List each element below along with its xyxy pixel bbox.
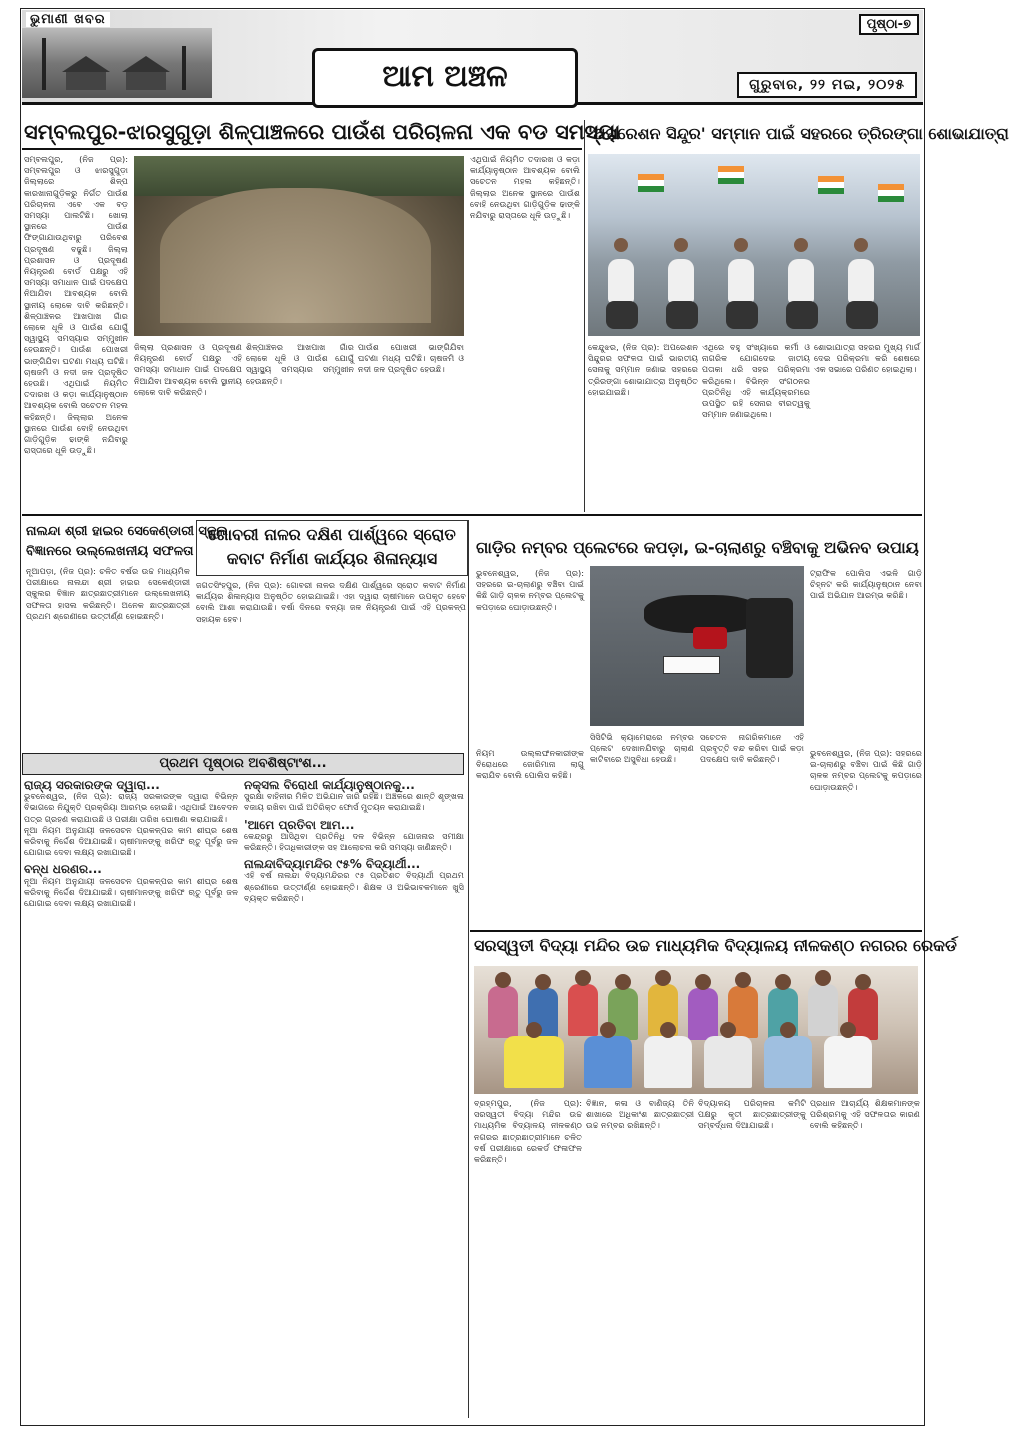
numberplate-col-1: ଭୁବନେଶ୍ୱର, (ନିଜ ପ୍ର): ସହରରେ ଇ-ଚାଲାଣରୁ ବଞ୍ଚିବା ପାଇଁ କିଛି ଗାଡ଼ି ଚାଳକ ନମ୍ବର ପ୍ଲେଟକୁ କପଡ଼ାରେ ଘୋଡ଼ାଉଛନ୍ତି। <box>476 568 584 612</box>
headline-gobari-line-2: କବାଟ ନିର୍ମାଣ କାର୍ଯ୍ୟର ଶିଳାନ୍ୟାସ <box>226 549 438 568</box>
newspaper-brand: ଭୁମାଣୀ ଖବର <box>26 12 110 27</box>
headline-school-line-1: ନାଲନ୍ଦା ଶ୍ରୀ ହାଇର ସେକେଣ୍ଡାରୀ ସ୍କୁଲ <box>26 524 228 539</box>
headline-tiranga: 'ଅପରେଶନ ସିନ୍ଦୁର' ସମ୍ମାନ ପାଇଁ ସହରରେ ତ୍ରିରଙ୍ଗା ଶୋଭାଯାତ୍ରା <box>588 124 1009 143</box>
masthead <box>22 10 923 105</box>
saraswati-col-4: ପ୍ରଧାନ ଆଚାର୍ଯ୍ୟ ଶିକ୍ଷକମାନଙ୍କ ପରିଶ୍ରମକୁ ଏହି ସଫଳତାର କାରଣ ବୋଲି କହିଛନ୍ତି। <box>810 1098 920 1131</box>
headline-numberplate: ଗାଡ଼ିର ନମ୍ବର ପ୍ଲେଟରେ କପଡ଼ା, ଇ-ଚାଲାଣରୁ ବଞ୍ଚିବାକୁ ଅଭିନବ ଉପାୟ <box>476 538 919 557</box>
gobari-headline-box <box>196 520 468 576</box>
pollution-col-2: ଜିଲ୍ଲା ପ୍ରଶାସନ ଓ ପ୍ରଦୂଷଣ ନିୟନ୍ତ୍ରଣ ବୋର୍ଡ ପକ୍ଷରୁ ଏହି ସମସ୍ୟା ସମାଧାନ ପାଇଁ ପଦକ୍ଷେପ ନିଆଯିବା ଆବଶ୍ୟକ ବୋଲି ସ୍ଥାନୀୟ ଲୋକେ ଦାବି କରିଛନ୍ତି। <box>134 342 242 397</box>
numberplate-col-4: ସିସିଟିଭି କ୍ୟାମେରାରେ ନମ୍ବର ପ୍ଲେଟ ଦେଖାନଯିବାରୁ ଚାଲାଣ କାଟିବାରେ ଅସୁବିଧା ହେଉଛି। <box>590 732 694 765</box>
continuation-banner: ପ୍ରଥମ ପୃଷ୍ଠାର ଅବଶିଷ୍ଟାଂଶ... <box>22 753 464 775</box>
pollution-col-3: ଶିଳ୍ପାଞ୍ଚଳର ଆଖପାଖ ଗାଁର ଲୋକେ ଧୂଳି ଓ ପାଉଁଶ ଯୋଗୁଁ ସ୍ୱାସ୍ଥ୍ୟ ସମସ୍ୟାର ସମ୍ମୁଖୀନ ହେଉଛନ୍ତି। <box>246 342 354 386</box>
page-number: ପୃଷ୍ଠା-୭ <box>859 14 919 35</box>
headline-school-line-2: ବିଜ୍ଞାନରେ ଉଲ୍ଲେଖନୀୟ ସଫଳତା <box>26 544 194 559</box>
continuation-col-1: ରାଜ୍ୟ ସରକାରଙ୍କ ଦ୍ୱାରା... ଭୁବନେଶ୍ୱର, (ନିଜ ପ୍ର): ରାଜ୍ୟ ସରକାରଙ୍କ ଦ୍ୱାରା ବିଭିନ୍ନ ବିଭାଗରେ ନିଯୁକ୍ତି ପ୍ରକ୍ରିୟା ଆରମ୍ଭ ହୋଇଛି। ଏଥିପାଇଁ ଆବେଦନ ପତ୍ର ଗ୍ରହଣ କରାଯାଉଛି ଓ ପରୀକ୍ଷା ତାରିଖ ଘୋଷଣା କରାଯାଇଛି। ନୂଆ ନିୟମ ଅନୁଯାୟୀ ଜଳସେଚନ ପ୍ରକଳ୍ପର କାମ ଶୀଘ୍ର ଶେଷ କରିବାକୁ ନିର୍ଦ୍ଦେଶ ଦିଆଯାଇଛି। ଚାଷୀମାନଙ୍କୁ ଖରିଫ ଋତୁ ପୂର୍ବରୁ ଜଳ ଯୋଗାଇ ଦେବା ଲକ୍ଷ୍ୟ ରଖାଯାଇଛି। ବନ୍ଧ ଧରଣର... ନୂଆ ନିୟମ ଅନୁଯାୟୀ ଜଳସେଚନ ପ୍ରକଳ୍ପର କାମ ଶୀଘ୍ର ଶେଷ କରିବାକୁ ନିର୍ଦ୍ଦେଶ ଦିଆଯାଇଛି। ଚାଷୀମାନଙ୍କୁ ଖରିଫ ଋତୁ ପୂର୍ବରୁ ଜଳ ଯୋଗାଇ ଦେବା ଲକ୍ଷ୍ୟ ରଖାଯାଇଛି। <box>24 778 238 909</box>
pollution-col-5: ଏଥିପାଇଁ ନିୟମିତ ତଦାରଖ ଓ କଡ଼ା କାର୍ଯ୍ୟାନୁଷ୍ଠାନ ଆବଶ୍ୟକ ବୋଲି ସଚେତନ ମହଲ କହିଛନ୍ତି। ଜିଲ୍ଲାର ଅନେକ ସ୍ଥାନରେ ପାଉଁଶ ବୋହି ନେଉଥିବା ଗାଡ଼ିଗୁଡ଼ିକ ଢାଙ୍କି ନଯିବାରୁ ରାସ୍ତାରେ ଧୂଳି ଉଡ଼ୁଛି। <box>470 154 580 221</box>
saraswati-col-2: ବିଜ୍ଞାନ, କଳା ଓ ବାଣିଜ୍ୟ ତିନି ଶାଖାରେ ଅଧିକାଂଶ ଛାତ୍ରଛାତ୍ରୀ ଉଚ୍ଚ ନମ୍ବର ରଖିଛନ୍ତି। <box>586 1098 694 1131</box>
headline-pollution: ସମ୍ବଲପୁର-ଝାରସୁଗୁଡ଼ା ଶିଳ୍ପାଞ୍ଚଳରେ ପାଉଁଶ ପରିଚାଳନା ଏକ ବଡ ସମସ୍ୟା <box>24 120 621 144</box>
section-title: ଆମ ଅଞ୍ଚଳ <box>312 48 578 108</box>
headline-gobari-line-1: ଗୋବରୀ ନାଳର ଦକ୍ଷିଣ ପାର୍ଶ୍ୱରେ ସ୍ରୋତ <box>208 525 456 544</box>
tiranga-col-1: କେନ୍ଦୁଝର, (ନିଜ ପ୍ର): ଅପରେଶନ ସିନ୍ଦୁରର ସଫଳତା ପାଇଁ ଭାରତୀୟ ସେନାକୁ ସମ୍ମାନ ଜଣାଇ ସହରରେ ତ୍ରିରଙ୍ଗା ଶୋଭାଯାତ୍ରା ଅନୁଷ୍ଠିତ ହୋଇଯାଇଛି। <box>588 342 698 397</box>
school-body: ନୂଆପଡ଼ା, (ନିଜ ପ୍ର): ଚଳିତ ବର୍ଷର ଉଚ୍ଚ ମାଧ୍ୟମିକ ପରୀକ୍ଷାରେ ନାଲନ୍ଦା ଶ୍ରୀ ହାଇର ସେକେଣ୍ଡାରୀ ସ୍କୁଲର ବିଜ୍ଞାନ ଛାତ୍ରଛାତ୍ରୀମାନେ ଉଲ୍ଲେଖନୀୟ ସଫଳତା ହାସଲ କରିଛନ୍ତି। ଅନେକ ଛାତ୍ରଛାତ୍ରୀ ପ୍ରଥମ ଶ୍ରେଣୀରେ ଉତ୍ତୀର୍ଣ୍ଣ ହୋଇଛନ୍ତି। <box>26 566 190 621</box>
village-illustration <box>22 28 212 98</box>
ash-dump-photo <box>134 156 464 336</box>
headline-saraswati: ସରସ୍ୱତୀ ବିଦ୍ୟା ମନ୍ଦିର ଉଚ୍ଚ ମାଧ୍ୟମିକ ବିଦ୍ୟାଳୟ ନୀଳକଣ୍ଠ ନଗରର ରେକର୍ଡ <box>474 936 957 955</box>
pollution-col-1: ସମ୍ବଲପୁର, (ନିଜ ପ୍ର): ସମ୍ବଲପୁର ଓ ଝାରସୁଗୁଡ଼ା ଜିଲ୍ଲାରେ ଶିଳ୍ପ କାରଖାନାଗୁଡ଼ିକରୁ ନିର୍ଗତ ପାଉଁଶ ପରିଚାଳନା ଏବେ ଏକ ବଡ଼ ସମସ୍ୟା ପାଲଟିଛି। ଖୋଲା ସ୍ଥାନରେ ପାଉଁଶ ଫିଙ୍ଗାଯାଉଥିବାରୁ ପରିବେଶ ପ୍ରଦୂଷଣ ବଢୁଛି। ଜିଲ୍ଲା ପ୍ରଶାସନ ଓ ପ୍ରଦୂଷଣ ନିୟନ୍ତ୍ରଣ ବୋର୍ଡ ପକ୍ଷରୁ ଏହି ସମସ୍ୟା ସମାଧାନ ପାଇଁ ପଦକ୍ଷେପ ନିଆଯିବା ଆବଶ୍ୟକ ବୋଲି ସ୍ଥାନୀୟ ଲୋକେ ଦାବି କରିଛନ୍ତି। ଶିଳ୍ପାଞ୍ଚଳର ଆଖପାଖ ଗାଁର ଲୋକେ ଧୂଳି ଓ ପାଉଁଶ ଯୋଗୁଁ ସ୍ୱାସ୍ଥ୍ୟ ସମସ୍ୟାର ସମ୍ମୁଖୀନ ହେଉଛନ୍ତି। ପାଉଁଶ ପୋଖରୀ ଭାଙ୍ଗିଯିବା ଘଟଣା ମଧ୍ୟ ଘଟିଛି। ଚାଷଜମି ଓ ନଦୀ ଜଳ ପ୍ରଦୂଷିତ ହେଉଛି। ଏଥିପାଇଁ ନିୟମିତ ତଦାରଖ ଓ କଡ଼ା କାର୍ଯ୍ୟାନୁଷ୍ଠାନ ଆବଶ୍ୟକ ବୋଲି ସଚେତନ ମହଲ କହିଛନ୍ତି। ଜିଲ୍ଲାର ଅନେକ ସ୍ଥାନରେ ପାଉଁଶ ବୋହି ନେଉଥିବା ଗାଡ଼ିଗୁଡ଼ିକ ଢାଙ୍କି ନଯିବାରୁ ରାସ୍ତାରେ ଧୂଳି ଉଡ଼ୁଛି। <box>24 154 129 456</box>
numberplate-col-6: ଭୁବନେଶ୍ୱର, (ନିଜ ପ୍ର): ସହରରେ ଇ-ଚାଲାଣରୁ ବଞ୍ଚିବା ପାଇଁ କିଛି ଗାଡ଼ି ଚାଳକ ନମ୍ବର ପ୍ଲେଟକୁ କପଡ଼ାରେ ଘୋଡ଼ାଉଛନ୍ତି। <box>810 748 922 792</box>
rally-photo <box>588 154 920 336</box>
pollution-col-4: ପାଉଁଶ ପୋଖରୀ ଭାଙ୍ଗିଯିବା ଘଟଣା ମଧ୍ୟ ଘଟିଛି। ଚାଷଜମି ଓ ନଦୀ ଜଳ ପ୍ରଦୂଷିତ ହେଉଛି। <box>358 342 464 375</box>
continuation-col-2: ନକ୍ସଲ ବିରୋଧୀ କାର୍ଯ୍ୟାନୁଷ୍ଠାନକୁ... ସୁରକ୍ଷା ବାହିନୀର ମିଳିତ ଅଭିଯାନ ଜାରି ରହିଛି। ଅଞ୍ଚଳରେ ଶାନ୍ତି ଶୃଙ୍ଖଳା ବଜାୟ ରଖିବା ପାଇଁ ଅତିରିକ୍ତ ଫୋର୍ସ ମୁତୟନ କରାଯାଇଛି। 'ଆମେ ପ୍ରତିବା ଆମ... କେନ୍ଦ୍ରରୁ ଆସିଥିବା ପ୍ରତିନିଧି ଦଳ ବିଭିନ୍ନ ଯୋଜନାର ସମୀକ୍ଷା କରିଛନ୍ତି। ହିତାଧିକାରୀଙ୍କ ସହ ଆଲୋଚନା କରି ସମସ୍ୟା ଜାଣିଛନ୍ତି। ନାଲନ୍ଦାବିଦ୍ୟାମନ୍ଦିର ୯୫% ବିଦ୍ୟାର୍ଥୀ... ଏହି ବର୍ଷ ନାଲନ୍ଦା ବିଦ୍ୟାମନ୍ଦିରର ୯୫ ପ୍ରତିଶତ ବିଦ୍ୟାର୍ଥୀ ପ୍ରଥମ ଶ୍ରେଣୀରେ ଉତ୍ତୀର୍ଣ୍ଣ ହୋଇଛନ୍ତି। ଶିକ୍ଷକ ଓ ଅଭିଭାବକମାନେ ଖୁସି ବ୍ୟକ୍ତ କରିଛନ୍ତି। <box>244 778 464 903</box>
tiranga-col-3: ଶୋଭାଯାତ୍ରା ସହରର ମୁଖ୍ୟ ମାର୍ଗ ଦେଇ ପରିକ୍ରମା କରି ଶେଷରେ ଏକ ସଭାରେ ପରିଣତ ହୋଇଥିଲା। <box>814 342 920 375</box>
numberplate-col-3: ନିୟମ ଉଲ୍ଲଙ୍ଘନକାରୀଙ୍କ ବିରୋଧରେ ଜୋରିମାନା ଲାଗୁ କରାଯିବ ବୋଲି ପୋଲିସ କହିଛି। <box>476 748 584 781</box>
numberplate-col-2: ଟ୍ରାଫିକ ପୋଲିସ ଏଭଳି ଗାଡ଼ି ଚିହ୍ନଟ କରି କାର୍ଯ୍ୟାନୁଷ୍ଠାନ ନେବା ପାଇଁ ଅଭିଯାନ ଆରମ୍ଭ କରିଛି। <box>810 568 922 601</box>
saraswati-col-1: ବ୍ରହ୍ମପୁର, (ନିଜ ପ୍ର): ସରସ୍ୱତୀ ବିଦ୍ୟା ମନ୍ଦିର ଉଚ୍ଚ ମାଧ୍ୟମିକ ବିଦ୍ୟାଳୟ ନୀଳକଣ୍ଠ ନଗରର ଛାତ୍ରଛାତ୍ରୀମାନେ ଚଳିତ ବର୍ଷ ପରୀକ୍ଷାରେ ରେକର୍ଡ ଫଳାଫଳ କରିଛନ୍ତି। <box>474 1098 582 1165</box>
motorbike-photo <box>590 566 804 726</box>
numberplate-col-5: ସଚେତନ ନାଗରିକମାନେ ଏହି ପ୍ରବୃତ୍ତି ବନ୍ଦ କରିବା ପାଇଁ କଡ଼ା ପଦକ୍ଷେପ ଦାବି କରିଛନ୍ତି। <box>700 732 804 765</box>
tiranga-col-2: ଏଥିରେ ବହୁ ସଂଖ୍ୟାରେ କର୍ମୀ ଓ ନାଗରିକ ଯୋଗଦେଇ ଜାତୀୟ ପତାକା ଧରି ସହର ପରିକ୍ରମା କରିଥିଲେ। ବିଭିନ୍ନ ସଂଗଠନର ପ୍ରତିନିଧି ଏହି କାର୍ଯ୍ୟକ୍ରମରେ ଉପସ୍ଥିତ ରହି ସେନାର ବୀରତ୍ୱକୁ ସମ୍ମାନ ଜଣାଇଥିଲେ। <box>702 342 811 420</box>
students-group-photo <box>474 966 918 1094</box>
issue-date: ଗୁରୁବାର, ୨୨ ମଇ, ୨୦୨୫ <box>737 72 917 98</box>
gobari-body: ଜଗତସିଂହପୁର, (ନିଜ ପ୍ର): ଗୋବରୀ ନାଳର ଦକ୍ଷିଣ ପାର୍ଶ୍ୱରେ ସ୍ରୋତ କବାଟ ନିର୍ମାଣ କାର୍ଯ୍ୟର ଶିଳାନ୍ୟାସ ଅନୁଷ୍ଠିତ ହୋଇଯାଇଛି। ଏହା ଦ୍ୱାରା ଚାଷୀମାନେ ଉପକୃତ ହେବେ ବୋଲି ଆଶା କରାଯାଉଛି। ବର୍ଷା ଦିନରେ ବନ୍ୟା ଜଳ ନିୟନ୍ତ୍ରଣ ପାଇଁ ଏହି ପ୍ରକଳ୍ପ ସହାୟକ ହେବ। <box>196 580 466 624</box>
saraswati-col-3: ବିଦ୍ୟାଳୟ ପରିଚାଳନା କମିଟି ପକ୍ଷରୁ କୃତୀ ଛାତ୍ରଛାତ୍ରୀଙ୍କୁ ସମ୍ବର୍ଦ୍ଧନା ଦିଆଯାଇଛି। <box>698 1098 806 1131</box>
